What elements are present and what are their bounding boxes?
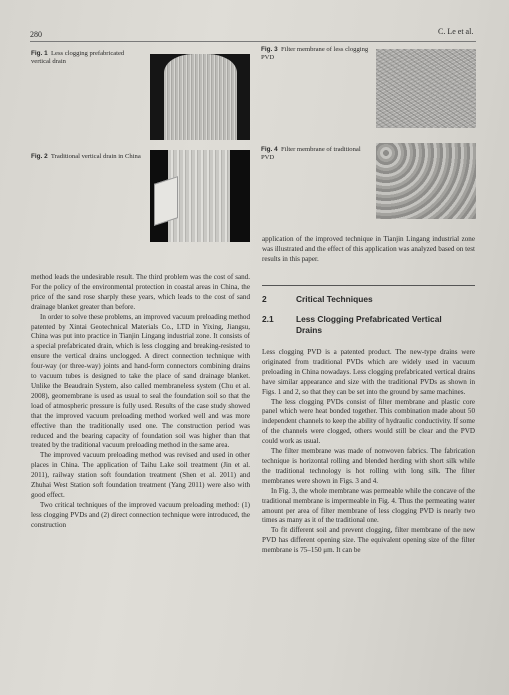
right-paragraph-2: The less clogging PVDs consist of filter membrane and plastic core panel which were heat bonded together. This combination made about 50 independent channels to keep the ability of hydraulic conductivity. If some of the channels were clogged, others would still be clear and the PVD could work as usual.: [262, 397, 475, 446]
fig3-image: [376, 49, 476, 128]
left-paragraph-2: In order to solve these problems, an improved vacuum preloading method patented by Xintai Geotechnical Materials Co., LTD in Yixing, Jiangsu, China was put into practice in Tianjin Lingang industrial zone. It consists of a special prefabricated drain, which is less clogging and breaking-resisted to ensure the vertical drains unclogged. A direct connection technique with four-way (or three-way) joints and hand-form connectors combining drains to vacuum tubes is designed to take the place of sand drainage blanket. Unlike the Beaudrain System, also called membraneless system (Chu et al. 2008), geomembrane is used as usual to seal the foundation soil so that the load of atmospheric pressure is fully used. Results of the case study showed that the improved vacuum preloading method worked well and was more effective than the traditionally used one. The construction period was reduced and the bearing capacity of foundation soil was higher than that treated by the traditional vacuum preloading method in the same area.: [31, 312, 250, 450]
left-paragraph-4: Two critical techniques of the improved vacuum preloading method: (1) less clogging PVDs and (2) direct connection technique were introduced, the construction: [31, 500, 250, 529]
fig4-caption: [261, 146, 371, 162]
section-2-title: Critical Techniques: [296, 294, 373, 304]
left-paragraph-1: method leads the undesirable result. The third problem was the cost of sand. For the policy of the environmental protection in coastal areas in China, the price of the sand rose sharply these years, which leads to the cost of sand drainage blanket greater than before.: [31, 273, 250, 311]
fig1-image: [150, 54, 250, 140]
right-paragraph-4: In Fig. 3, the whole membrane was permeable while the concave of the traditional membrane is impermeable in Fig. 4. Thus the permeating water amount per area of filter membrane of less clogging PVD is nearly two times as many as it of the traditional one.: [262, 486, 475, 525]
fig4-label: Fig. 4: [261, 146, 278, 153]
fig1-caption: [31, 50, 131, 66]
page-number: 280: [30, 30, 42, 39]
fig3-label: Fig. 3: [261, 46, 278, 53]
fig2-label: Fig. 2: [31, 153, 48, 160]
right-intro-paragraph: application of the improved technique in Tianjin Lingang industrial zone was illustrated and the effect of this application was analyzed based on test results in this paper.: [262, 235, 475, 263]
section-rule: [262, 285, 475, 286]
fig1-caption-text: Less clogging prefabricated vertical drain: [31, 50, 125, 66]
section-2-1-title: Less Clogging Prefabricated Vertical Drains: [296, 314, 442, 335]
right-paragraph-3: The filter membrane was made of nonwoven fabrics. The fabrication technique is horizontal rolling and blended herding with short silk while the traditional technology is hot rolling with long silk. The filter membranes were shown in Figs. 3 and 4.: [262, 447, 475, 485]
fig1-drain-fabric: [164, 54, 237, 140]
fig2-image: [150, 150, 250, 242]
section-2-number: 2: [262, 294, 267, 304]
running-head: C. Le et al.: [438, 27, 474, 36]
fig1-label: Fig. 1: [31, 50, 48, 57]
section-2-1-number: 2.1: [262, 314, 274, 324]
fig3-caption: [261, 46, 371, 62]
right-paragraph-1: Less clogging PVD is a patented product. The new-type drains were originated from traditional PVDs which are widely used in vacuum preloading in China nowadays. Less clogging prefabricated vertical drains have similar appearance and size with the traditional PVDs as shown in Figs. 1 and 2, so that they can be set into the ground by same machines.: [262, 348, 475, 396]
fig2-membrane-flap: [154, 176, 178, 226]
fig4-caption-text: Filter membrane of traditional PVD: [261, 146, 361, 162]
right-paragraph-5: To fit different soil and prevent clogging, filter membrane of the new PVD has different opening size. The equivalent opening size of the filter membrane is 75–150 μm. It can be: [262, 526, 475, 555]
left-paragraph-3: The improved vacuum preloading method was revised and used in other places in China. The application of Taihu Lake soil treatment (Jin et al. 2011), railway station soft foundation treatment (Shen et al. 2011) and Zhuhai West Station soft foundation treatment (Yang 2011) were also with good effect.: [31, 451, 250, 499]
right-column: [262, 348, 475, 556]
header-rule: [30, 41, 476, 42]
fig3-caption-text: Filter membrane of less clogging PVD: [261, 46, 369, 62]
fig2-caption-text: Traditional vertical drain in China: [50, 153, 141, 160]
left-column: [31, 273, 250, 531]
fig2-caption: [31, 153, 141, 161]
fig4-image: [376, 143, 476, 219]
